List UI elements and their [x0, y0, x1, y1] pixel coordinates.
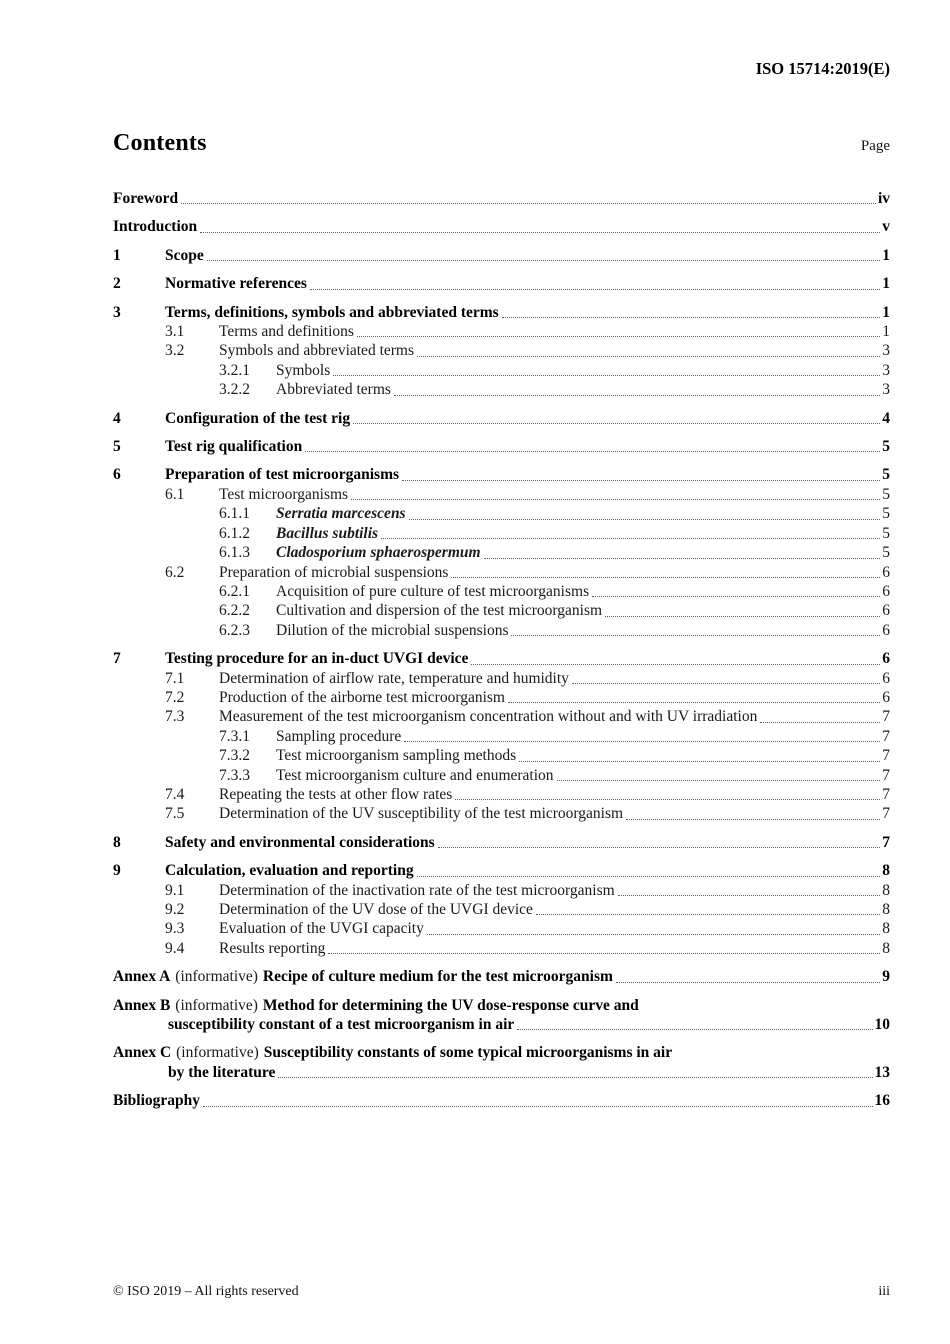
toc-entry	[113, 1091, 890, 1110]
section-number: 6.2.2	[219, 602, 250, 620]
document-reference: ISO 15714:2019(E)	[755, 59, 890, 78]
annex-title-continued: by the literature	[168, 1063, 276, 1081]
dot-leader	[572, 683, 880, 684]
toc-entry	[113, 919, 890, 938]
toc-page-number: 8	[882, 939, 890, 957]
toc-page-number: 3	[882, 361, 890, 379]
toc-page-number: 7	[882, 766, 890, 784]
section-title: Cultivation and dispersion of the test microorganism	[276, 602, 603, 620]
toc-entry	[113, 437, 890, 456]
toc-entry	[113, 649, 890, 668]
section-number: 9.2	[165, 901, 185, 918]
dot-leader	[402, 480, 880, 481]
toc-page-number: 6	[882, 582, 890, 600]
section-number: 6	[113, 466, 121, 484]
section-number: 7.4	[165, 785, 185, 803]
dot-leader	[626, 819, 880, 820]
dot-leader	[536, 914, 880, 915]
dot-leader	[333, 375, 880, 376]
toc-page-number: 7	[882, 747, 890, 765]
section-title: Serratia marcescens	[276, 505, 406, 523]
section-title: Terms, definitions, symbols and abbreviated terms	[165, 303, 499, 321]
section-title: Symbols and abbreviated terms	[219, 342, 414, 360]
section-title: Dilution of the microbial suspensions	[276, 621, 509, 639]
toc-page-number: 5	[882, 485, 890, 503]
section-number: 3.2.2	[219, 381, 250, 399]
section-title: Test microorganisms	[219, 485, 349, 503]
section-number: 9	[113, 862, 121, 880]
section-number: 6.1.3	[219, 544, 250, 562]
annex-label: Annex B	[113, 996, 171, 1014]
dot-leader	[328, 953, 880, 954]
dot-leader	[451, 577, 880, 578]
page-column-label: Page	[860, 138, 890, 154]
section-number: 6.1.2	[219, 524, 250, 542]
toc-entry	[113, 361, 890, 380]
section-title: Cladosporium sphaerospermum	[276, 544, 481, 562]
toc-page-number: 6	[882, 688, 890, 706]
toc-entry	[113, 303, 890, 322]
dot-leader	[417, 356, 880, 357]
toc-page-number: 1	[882, 303, 890, 321]
toc-page-number: 8	[882, 881, 890, 899]
toc-page-number: 6	[882, 621, 890, 639]
dot-leader	[394, 395, 880, 396]
toc-entry	[113, 707, 890, 726]
contents-title-row	[113, 130, 890, 157]
annex-informative-tag: (informative)	[175, 968, 258, 986]
toc-page-number: 4	[882, 409, 890, 427]
section-number: 3.2	[165, 342, 185, 360]
dot-leader	[203, 1106, 873, 1107]
toc-page-number: 9	[882, 968, 890, 986]
toc-entry	[113, 274, 890, 293]
toc-page-number: 5	[882, 438, 890, 456]
toc-entry	[113, 881, 890, 900]
toc-entry	[113, 563, 890, 582]
dot-leader	[409, 519, 881, 520]
section-number: 7.3.3	[219, 766, 250, 784]
toc-entry	[113, 543, 890, 562]
toc-page-number: 5	[882, 505, 890, 523]
document-header	[113, 59, 890, 79]
toc-page-number: 7	[882, 708, 890, 726]
section-number: 6.2	[165, 563, 185, 581]
toc-entry	[113, 217, 890, 236]
section-title: Abbreviated terms	[276, 381, 391, 399]
section-number: 2	[113, 275, 121, 293]
dot-leader	[438, 847, 881, 848]
section-title: Determination of airflow rate, temperature and humidity	[219, 669, 569, 687]
folio-page-number: iii	[878, 1284, 890, 1299]
dot-leader	[278, 1077, 872, 1078]
section-title: Calculation, evaluation and reporting	[165, 862, 414, 880]
section-number: 7.1	[165, 669, 185, 687]
section-title: Repeating the tests at other flow rates	[219, 785, 453, 803]
dot-leader	[508, 702, 880, 703]
section-number: 3.1	[165, 323, 185, 341]
section-title: Introduction	[113, 218, 198, 236]
section-number: 8	[113, 833, 121, 851]
dot-leader	[404, 741, 880, 742]
toc-entry	[113, 785, 890, 804]
section-title: Evaluation of the UVGI capacity	[219, 920, 424, 938]
toc-page-number: 8	[882, 862, 890, 880]
dot-leader	[351, 499, 880, 500]
dot-leader	[616, 982, 880, 983]
section-title: Bacillus subtilis	[276, 524, 379, 542]
dot-leader	[207, 260, 881, 261]
dot-leader	[760, 722, 880, 723]
dot-leader	[353, 423, 880, 424]
section-number: 5	[113, 438, 121, 456]
section-number: 7.3	[165, 708, 185, 726]
section-title: Configuration of the test rig	[165, 409, 351, 427]
section-title: Safety and environmental considerations	[165, 833, 435, 851]
section-title: Determination of the UV susceptibility of the test microorganism	[219, 805, 624, 823]
section-number: 9.1	[165, 881, 185, 899]
toc-page-number: 5	[882, 466, 890, 484]
dot-leader	[417, 876, 881, 877]
toc-page-number: 10	[874, 1016, 890, 1034]
toc-entry-annex	[113, 967, 890, 986]
section-title: Production of the airborne test microorganism	[219, 688, 505, 706]
toc-entry	[113, 621, 890, 640]
page-title: Contents	[113, 130, 207, 156]
toc-entry	[113, 582, 890, 601]
toc-page-number: 1	[882, 275, 890, 293]
table-of-contents	[113, 180, 890, 1111]
dot-leader	[618, 895, 881, 896]
toc-page-number: 1	[882, 246, 890, 264]
dot-leader	[357, 336, 880, 337]
section-title: Preparation of test microorganisms	[165, 466, 400, 484]
toc-page-number: v	[882, 218, 890, 236]
toc-entry	[113, 688, 890, 707]
toc-entry	[113, 380, 890, 399]
annex-label: Annex A	[113, 968, 171, 986]
section-title: Symbols	[276, 361, 331, 379]
section-title: Terms and definitions	[219, 323, 354, 341]
toc-page-number: 13	[874, 1063, 890, 1081]
section-title: Testing procedure for an in-duct UVGI device	[165, 650, 469, 668]
dot-leader	[557, 780, 881, 781]
dot-leader	[502, 317, 881, 318]
toc-page-number: 6	[882, 669, 890, 687]
dot-leader	[511, 635, 880, 636]
toc-page-number: 1	[882, 323, 890, 341]
section-number: 3.2.1	[219, 361, 250, 379]
toc-page-number: 7	[882, 785, 890, 803]
dot-leader	[200, 232, 880, 233]
toc-entry	[113, 601, 890, 620]
toc-entry	[113, 189, 890, 208]
toc-page-number: 7	[882, 805, 890, 823]
section-title: Determination of the UV dose of the UVGI device	[219, 901, 533, 918]
toc-page-number: 3	[882, 381, 890, 399]
toc-entry	[113, 504, 890, 523]
toc-page-number: 8	[882, 901, 890, 918]
section-title: Test rig qualification	[165, 438, 303, 456]
section-number: 6.2.1	[219, 582, 250, 600]
toc-entry	[113, 939, 890, 958]
dot-leader	[381, 538, 880, 539]
annex-title: Susceptibility constants of some typical microorganisms in air	[263, 1044, 673, 1062]
toc-entry	[113, 465, 890, 484]
annex-title-continued: susceptibility constant of a test microorganism in air	[168, 1016, 515, 1034]
toc-page-number: 7	[882, 727, 890, 745]
toc-page-number: 3	[882, 342, 890, 360]
annex-informative-tag: (informative)	[176, 1044, 259, 1062]
toc-entry-annex-continued	[113, 1063, 890, 1082]
dot-leader	[181, 203, 876, 204]
dot-leader	[471, 664, 880, 665]
toc-page-number: 5	[882, 524, 890, 542]
toc-entry	[113, 746, 890, 765]
section-number: 3	[113, 303, 121, 321]
toc-entry	[113, 833, 890, 852]
document-footer	[113, 1284, 890, 1300]
toc-entry	[113, 409, 890, 428]
dot-leader	[305, 451, 880, 452]
section-number: 1	[113, 246, 121, 264]
copyright-notice: © ISO 2019 – All rights reserved	[113, 1284, 299, 1299]
toc-entry	[113, 766, 890, 785]
section-title: Scope	[165, 246, 204, 264]
toc-page-number: iv	[877, 190, 890, 207]
section-number: 4	[113, 409, 121, 427]
dot-leader	[592, 596, 880, 597]
section-number: 6.1.1	[219, 505, 250, 523]
dot-leader	[517, 1029, 872, 1030]
toc-page-number: 8	[882, 920, 890, 938]
section-number: 9.4	[165, 939, 185, 957]
section-title: Preparation of microbial suspensions	[219, 563, 449, 581]
section-title: Bibliography	[113, 1092, 200, 1110]
dot-leader	[427, 934, 880, 935]
toc-entry	[113, 804, 890, 823]
toc-entry	[113, 341, 890, 360]
toc-page-number: 6	[882, 650, 890, 668]
annex-title: Method for determining the UV dose-response curve and	[262, 996, 639, 1014]
section-number: 6.2.3	[219, 621, 250, 639]
toc-entry	[113, 322, 890, 341]
dot-leader	[605, 616, 880, 617]
section-title: Acquisition of pure culture of test microorganisms	[276, 582, 590, 600]
section-number: 6.1	[165, 485, 185, 503]
toc-entry	[113, 861, 890, 880]
annex-label: Annex C	[113, 1044, 172, 1062]
dot-leader	[455, 799, 880, 800]
dot-leader	[310, 289, 880, 290]
section-number: 7	[113, 650, 121, 668]
section-number: 7.3.2	[219, 747, 250, 765]
section-number: 7.2	[165, 688, 185, 706]
section-title: Foreword	[113, 190, 179, 207]
toc-entry	[113, 669, 890, 688]
section-title: Sampling procedure	[276, 727, 402, 745]
section-title: Test microorganism sampling methods	[276, 747, 517, 765]
annex-title: Recipe of culture medium for the test microorganism	[262, 968, 613, 986]
toc-page-number: 5	[882, 544, 890, 562]
section-title: Normative references	[165, 275, 307, 293]
section-title: Measurement of the test microorganism concentration without and with UV irradiation	[219, 708, 758, 726]
section-number: 7.3.1	[219, 727, 250, 745]
annex-informative-tag: (informative)	[175, 996, 258, 1014]
toc-entry	[113, 485, 890, 504]
toc-entry	[113, 727, 890, 746]
section-number: 7.5	[165, 805, 185, 823]
section-title: Determination of the inactivation rate of the test microorganism	[219, 881, 615, 899]
toc-page-number: 6	[882, 602, 890, 620]
toc-entry-annex	[113, 1043, 890, 1062]
section-number: 9.3	[165, 920, 185, 938]
section-title: Results reporting	[219, 939, 326, 957]
toc-entry-annex-continued	[113, 1015, 890, 1034]
toc-page-number: 6	[882, 563, 890, 581]
dot-leader	[484, 558, 881, 559]
toc-entry-annex	[113, 996, 890, 1015]
toc-entry	[113, 900, 890, 919]
toc-page-number: 16	[874, 1092, 890, 1110]
toc-entry	[113, 246, 890, 265]
toc-page-number: 7	[882, 833, 890, 851]
dot-leader	[519, 761, 880, 762]
toc-entry	[113, 524, 890, 543]
section-title: Test microorganism culture and enumeration	[276, 766, 554, 784]
